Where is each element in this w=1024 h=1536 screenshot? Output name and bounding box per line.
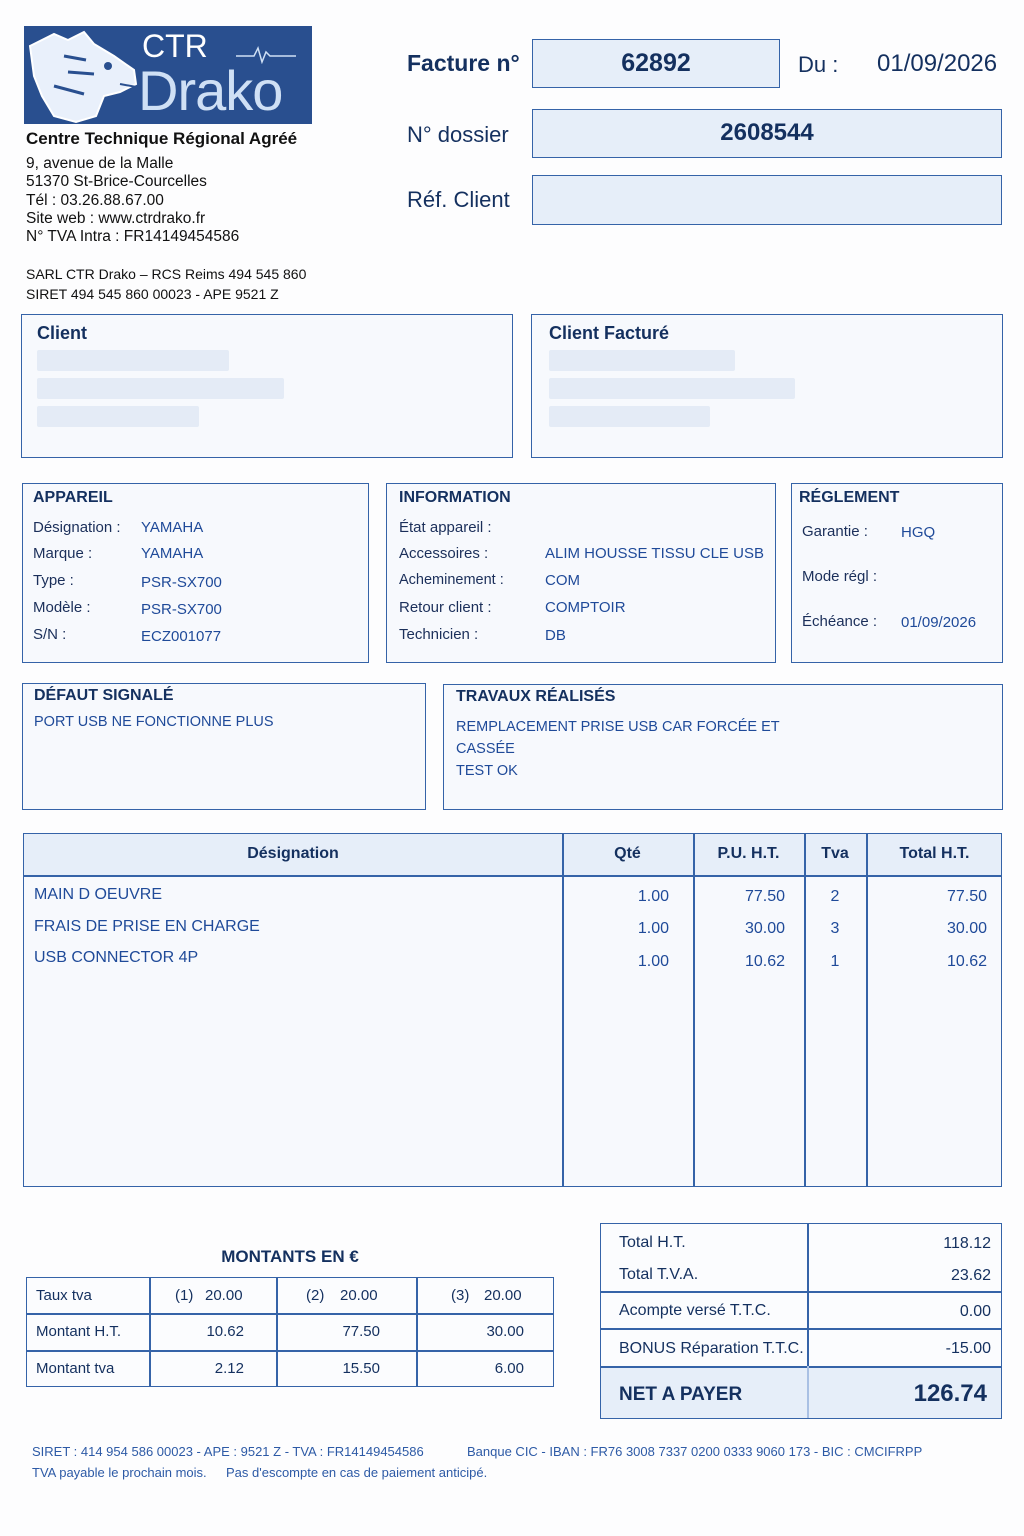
work-done-lines [456,716,780,782]
item-total: 10.62 [946,953,987,970]
column-header-unit-price: P.U. H.T. [717,845,780,862]
company-address-line1: 9, avenue de la Malle [26,155,174,172]
net-payable-label: NET A PAYER [619,1384,743,1405]
column-divider [562,834,564,1186]
reglement-payment-mode-label: Mode régl : [802,568,878,585]
reglement-due-date-value: 01/09/2026 [901,614,977,631]
footer-vat-note: TVA payable le prochain mois. [32,1465,207,1480]
information-box [386,483,776,663]
reported-fault-box [22,683,426,810]
redacted-client-line [549,350,735,371]
appareil-brand-value: YAMAHA [141,545,204,562]
company-address-block [26,155,239,246]
redacted-client-line [37,350,229,371]
client-box [21,314,513,458]
item-qty: 1.00 [637,920,669,937]
item-unit-price: 30.00 [744,920,785,937]
logo-ctr-text: CTR [142,28,208,64]
row-divider [601,1366,1001,1368]
reported-fault-title: DÉFAUT SIGNALÉ [34,687,174,704]
total-ht-value: 118.12 [943,1235,991,1252]
logo-drako-text: Drako [138,59,283,122]
column-header-designation: Désignation [247,845,339,862]
item-total: 77.50 [946,888,987,905]
appareil-serial-value: ECZ001077 [141,628,222,645]
vat-rate-code-1: (1) [175,1287,194,1304]
items-table [23,833,1002,1187]
footer-legal-line: SIRET : 414 954 586 00023 - APE : 9521 Z - TVA : FR14149454586 [32,1444,424,1459]
appareil-title: APPAREIL [33,489,113,506]
client-ref-label: Réf. Client [407,187,510,212]
amount-vat-1: 2.12 [214,1360,244,1377]
row-divider [601,1291,1001,1293]
reported-fault-text: PORT USB NE FONCTIONNE PLUS [34,714,274,730]
billed-client-box [531,314,1003,458]
row-divider [601,1328,1001,1330]
work-done-line: TEST OK [456,763,518,779]
footer-discount-note: Pas d'escompte en cas de paiement anticipé. [226,1465,488,1480]
reglement-warranty-value: HGQ [901,524,936,541]
company-phone: Tél : 03.26.88.67.00 [26,191,164,209]
appareil-model-label: Modèle : [33,599,91,616]
vat-rate-code-3: (3) [451,1287,470,1304]
vat-rate-value-3: 20.00 [484,1287,522,1304]
item-vat-code: 1 [830,953,840,970]
client-box-title: Client [37,323,88,343]
invoice-number-value: 62892 [621,49,691,77]
net-payable-value: 126.74 [913,1380,987,1407]
dossier-number-value: 2608544 [720,119,814,146]
company-legal-line2: SIRET 494 545 860 00023 - APE 9521 Z [26,286,279,302]
invoice-number-label: Facture n° [407,50,520,76]
row-divider [27,1313,553,1315]
invoice-date-value: 01/09/2026 [877,50,998,77]
work-done-box [443,684,1003,810]
appareil-model-value: PSR-SX700 [141,601,222,618]
billed-client-box-title: Client Facturé [549,323,670,343]
totals-box [600,1223,1002,1419]
information-accessories-label: Accessoires : [399,545,489,562]
appareil-type-label: Type : [33,572,74,589]
amount-ht-2: 77.50 [342,1323,380,1340]
repair-bonus-label: BONUS Réparation T.T.C. [619,1340,804,1357]
information-technician-label: Technicien : [399,626,479,643]
vat-summary-table [26,1277,554,1387]
vat-rate-value-1: 20.00 [205,1287,243,1304]
client-ref-field [532,175,1002,225]
invoice-date-label: Du : [798,52,839,77]
information-routing-label: Acheminement : [399,572,504,588]
item-unit-price: 77.50 [744,888,785,905]
total-vat-label: Total T.V.A. [619,1266,699,1283]
item-unit-price: 10.62 [744,953,785,970]
appareil-box [22,483,369,663]
invoice-number-field [532,39,780,88]
company-website: Site web : www.ctrdrako.fr [26,209,206,227]
redacted-client-line [37,378,284,399]
amount-ht-3: 30.00 [486,1323,524,1340]
redacted-client-line [549,378,795,399]
amount-vat-3: 6.00 [494,1360,524,1377]
column-header-qty: Qté [614,845,641,862]
header-divider [24,875,1001,877]
appareil-designation-value: YAMAHA [141,519,204,536]
work-done-line: REMPLACEMENT PRISE USB CAR FORCÉE ET [456,719,780,735]
vat-rate-code-2: (2) [306,1287,325,1304]
reglement-warranty-label: Garantie : [802,523,868,540]
information-routing-value: COM [545,572,580,589]
vat-rate-label: Taux tva [36,1287,92,1304]
item-designation: MAIN D OEUVRE [34,886,163,903]
vat-rate-value-2: 20.00 [340,1287,378,1304]
information-title: INFORMATION [399,489,511,506]
item-vat-code: 3 [830,920,840,937]
information-accessories-value: ALIM HOUSSE TISSU CLE USB [545,545,764,562]
deposit-value: 0.00 [959,1303,991,1320]
company-legal-line1: SARL CTR Drako – RCS Reims 494 545 860 [26,266,307,282]
repair-bonus-value: -15.00 [945,1340,991,1357]
information-return-label: Retour client : [399,599,492,616]
column-divider [804,834,806,1186]
item-qty: 1.00 [637,888,669,905]
company-legal-block [26,264,306,304]
amount-ht-1: 10.62 [206,1323,244,1340]
appareil-designation-label: Désignation : [33,519,121,536]
reglement-box [791,483,1003,663]
appareil-serial-label: S/N : [33,626,67,643]
amount-vat-2: 15.50 [342,1360,380,1377]
amount-ht-label: Montant H.T. [36,1323,122,1340]
deposit-label: Acompte versé T.T.C. [619,1302,771,1319]
item-total: 30.00 [946,920,987,937]
item-designation: FRAIS DE PRISE EN CHARGE [34,918,260,935]
dossier-number-field [532,109,1002,158]
company-logo [24,26,312,124]
item-designation: USB CONNECTOR 4P [34,949,199,966]
item-vat-code: 2 [830,888,840,905]
work-done-title: TRAVAUX RÉALISÉS [456,688,616,705]
column-divider [866,834,868,1186]
dossier-number-label: N° dossier [407,122,509,147]
redacted-client-line [549,406,710,427]
footer-bank-line: Banque CIC - IBAN : FR76 3008 7337 0200 0333 9060 173 - BIC : CMCIFRPP [467,1444,923,1459]
information-technician-value: DB [545,627,566,644]
column-header-total: Total H.T. [899,845,970,862]
vat-summary-title: MONTANTS EN € [221,1247,359,1266]
item-qty: 1.00 [637,953,669,970]
company-vat-number: N° TVA Intra : FR14149454586 [26,228,240,246]
appareil-brand-label: Marque : [33,545,93,562]
reglement-due-date-label: Échéance : [802,613,878,630]
company-tagline: Centre Technique Régional Agréé [26,129,298,148]
appareil-type-value: PSR-SX700 [141,574,222,591]
amount-vat-label: Montant tva [36,1360,115,1377]
redacted-client-line [37,406,199,427]
column-header-vat: Tva [821,845,849,862]
row-divider [27,1350,553,1352]
reglement-title: RÉGLEMENT [799,489,900,506]
total-vat-value: 23.62 [950,1267,991,1284]
company-address-line2: 51370 St-Brice-Courcelles [26,173,207,191]
information-state-label: État appareil : [399,519,492,536]
total-ht-label: Total H.T. [619,1234,686,1251]
information-return-value: COMPTOIR [545,599,626,616]
column-divider [693,834,695,1186]
work-done-line: CASSÉE [456,741,515,757]
